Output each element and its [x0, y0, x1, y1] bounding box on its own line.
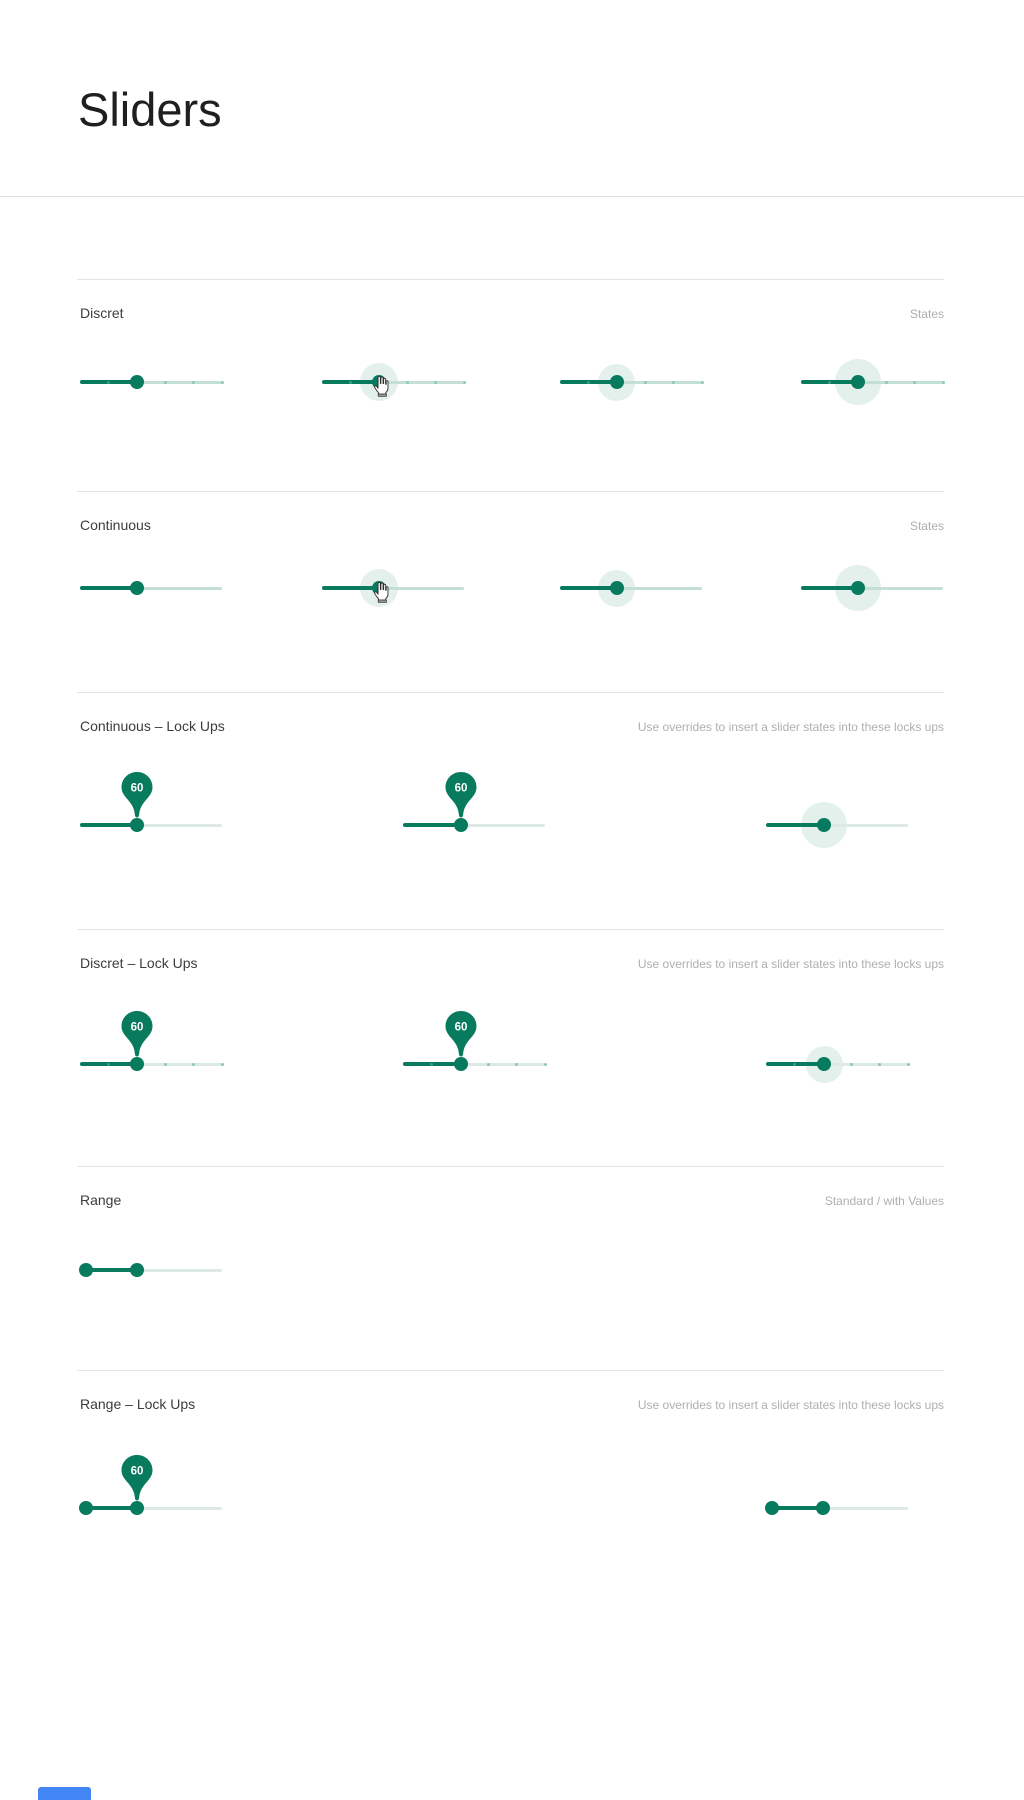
section-divider [77, 692, 944, 693]
value-balloon [120, 1011, 154, 1064]
slider-thumb[interactable] [610, 581, 624, 595]
slider-tick [907, 1063, 910, 1066]
svg-text:60: 60 [454, 782, 468, 795]
slider-tick [406, 381, 409, 384]
slider-track-fill [766, 823, 824, 827]
slider-tick [672, 381, 675, 384]
section-note: Standard / with Values [824, 1194, 944, 1208]
svg-text:60: 60 [130, 1021, 144, 1034]
section-divider [77, 279, 944, 280]
slider-track-fill [80, 586, 137, 590]
section-range_lockups [0, 1370, 1024, 1478]
slider-tick [587, 381, 590, 384]
slider-thumb[interactable] [610, 375, 624, 389]
section-range [0, 1166, 1024, 1208]
hand-cursor-icon [371, 581, 391, 608]
svg-text:60: 60 [130, 1465, 144, 1478]
section-divider [77, 491, 944, 492]
section-discret_lockups [0, 929, 1024, 1034]
section-label-range_lockups: Range – Lock Ups [80, 1396, 196, 1412]
slider-track-fill [560, 586, 617, 590]
slider-thumb-2[interactable] [130, 1263, 144, 1277]
frame-label-chip[interactable] [38, 1787, 91, 1800]
slider-tick [793, 1063, 796, 1066]
slider-tick [107, 381, 110, 384]
slider-thumb-1[interactable] [765, 1501, 779, 1515]
section-divider [77, 1370, 944, 1371]
slider-tick [463, 381, 466, 384]
slider-tick [192, 381, 195, 384]
value-balloon [120, 772, 154, 825]
section-note: States [909, 307, 944, 321]
value-balloon [444, 1011, 478, 1064]
slider-thumb-1[interactable] [79, 1501, 93, 1515]
slider-tick [828, 381, 831, 384]
section-label-range: Range [80, 1192, 122, 1208]
slider-tick [885, 381, 888, 384]
slider-thumb-2[interactable] [816, 1501, 830, 1515]
section-discret [0, 279, 1024, 321]
section-label-continuous_lockups: Continuous – Lock Ups [80, 718, 225, 734]
slider-tick [515, 1063, 518, 1066]
value-balloon [444, 772, 478, 825]
slider-tick [644, 381, 647, 384]
slider-tick [434, 381, 437, 384]
slider-tick [544, 1063, 547, 1066]
section-divider [77, 1166, 944, 1167]
slider-track-fill [801, 586, 858, 590]
slider-thumb-1[interactable] [79, 1263, 93, 1277]
slider-tick [164, 381, 167, 384]
slider-tick [164, 1063, 167, 1066]
slider-tick [430, 1063, 433, 1066]
slider-tick [221, 381, 224, 384]
section-label-discret: Discret [80, 305, 124, 321]
section-label-discret_lockups: Discret – Lock Ups [80, 955, 198, 971]
section-continuous_lockups [0, 692, 1024, 795]
slider-tick [942, 381, 945, 384]
section-note: Use overrides to insert a slider states into these locks ups [637, 957, 944, 971]
slider-thumb[interactable] [130, 375, 144, 389]
header-divider [0, 196, 1024, 197]
section-divider [77, 929, 944, 930]
svg-text:60: 60 [454, 1021, 468, 1034]
slider-tick [701, 381, 704, 384]
section-note: Use overrides to insert a slider states into these locks ups [637, 720, 944, 734]
section-note: States [909, 519, 944, 533]
value-balloon [120, 1455, 154, 1508]
slider-thumb[interactable] [851, 375, 865, 389]
slider-thumb[interactable] [851, 581, 865, 595]
section-label-continuous: Continuous [80, 517, 151, 533]
section-continuous [0, 491, 1024, 533]
section-note: Use overrides to insert a slider states into these locks ups [637, 1398, 944, 1412]
slider-tick [107, 1063, 110, 1066]
slider-tick [850, 1063, 853, 1066]
slider-thumb[interactable] [130, 581, 144, 595]
slider-tick [878, 1063, 881, 1066]
slider-tick [192, 1063, 195, 1066]
slider-tick [487, 1063, 490, 1066]
slider-tick [913, 381, 916, 384]
slider-tick [221, 1063, 224, 1066]
svg-text:60: 60 [130, 782, 144, 795]
hand-cursor-icon [371, 375, 391, 402]
page-title: Sliders [78, 83, 222, 136]
slider-tick [349, 381, 352, 384]
